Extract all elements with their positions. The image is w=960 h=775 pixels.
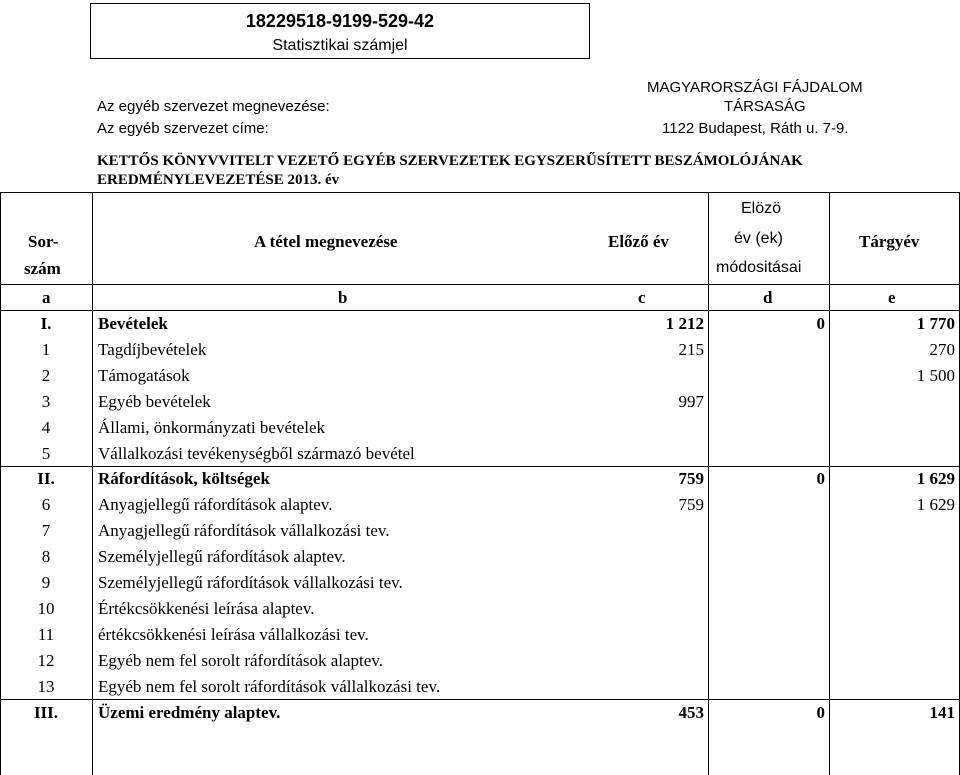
col-letter-e: e xyxy=(888,288,896,307)
col-header-sorszam-2: szám xyxy=(24,259,61,278)
row-name: Bevételek xyxy=(98,314,168,333)
row-name: Állami, önkormányzati bevételek xyxy=(98,417,326,437)
row-modifications: 0 xyxy=(816,702,825,722)
row-prev-year: 759 xyxy=(678,469,704,489)
row-current-year: 270 xyxy=(929,339,955,359)
report-title-line2: EREDMÉNYLEVEZETÉSE 2013. év xyxy=(97,172,340,188)
col-header-mod-2: év (ek) xyxy=(734,230,783,247)
row-current-year: 1 770 xyxy=(916,314,955,333)
row-name: értékcsökkenési leírása vállalkozási tev. xyxy=(98,624,369,644)
stat-label: Statisztikai számjel xyxy=(272,37,408,54)
row-number: 10 xyxy=(37,598,55,618)
row-number: I. xyxy=(40,314,52,333)
row-name: Egyéb bevételek xyxy=(98,391,211,411)
row-number: 6 xyxy=(41,495,51,515)
row-number: II. xyxy=(37,469,55,489)
row-name: Személyjellegű ráfordítások vállalkozási tev. xyxy=(98,573,403,592)
col-header-name: A tétel megnevezése xyxy=(254,232,398,251)
row-prev-year: 759 xyxy=(678,495,704,515)
row-current-year: 1 500 xyxy=(916,365,955,385)
col-header-prev-year: Előző év xyxy=(608,232,669,251)
col-letter-a: a xyxy=(42,288,51,307)
col-letter-b: b xyxy=(338,288,348,307)
col-header-mod-1: Elözö xyxy=(741,200,782,217)
row-number: 8 xyxy=(41,547,51,567)
row-name: Értékcsökkenési leírása alaptev. xyxy=(98,598,315,618)
row-number: 2 xyxy=(41,365,51,385)
row-name: Tagdíjbevételek xyxy=(98,339,207,359)
row-name: Anyagjellegű ráfordítások alaptev. xyxy=(98,495,333,515)
row-number: 5 xyxy=(41,443,51,463)
col-letter-c: c xyxy=(638,288,646,307)
row-current-year: 1 629 xyxy=(916,469,955,489)
row-prev-year: 215 xyxy=(678,339,704,359)
row-number: 7 xyxy=(41,521,51,541)
report-title-line1: KETTŐS KÖNYVVITELT VEZETŐ EGYÉB SZERVEZETEK EGYSZERŰSÍTETT BESZÁMOLÓJÁNAK xyxy=(97,153,803,169)
col-header-sorszam-1: Sor- xyxy=(28,232,59,251)
row-number: III. xyxy=(33,702,59,722)
org-name-line2: TÁRSASÁG xyxy=(724,98,806,115)
row-number: 13 xyxy=(37,676,55,696)
row-name: Támogatások xyxy=(98,365,190,385)
row-number: 12 xyxy=(37,650,55,670)
row-number: 11 xyxy=(37,624,55,644)
row-number: 9 xyxy=(41,573,51,592)
row-number: 1 xyxy=(41,339,51,359)
row-name: Üzemi eredmény alaptev. xyxy=(98,702,281,722)
col-header-current: Tárgyév xyxy=(859,232,920,251)
row-prev-year: 1 212 xyxy=(665,314,704,333)
row-name: Anyagjellegű ráfordítások vállalkozási tev. xyxy=(98,521,390,541)
org-name-label: Az egyéb szervezet megnevezése: xyxy=(97,98,330,115)
col-letter-d: d xyxy=(763,288,773,307)
stat-number: 18229518-9199-529-42 xyxy=(245,11,435,31)
org-name-line1: MAGYARORSZÁGI FÁJDALOM xyxy=(647,79,863,96)
row-current-year: 1 629 xyxy=(916,495,955,515)
col-header-mod-3: módositásai xyxy=(716,259,802,276)
row-number: 3 xyxy=(41,391,51,411)
row-name: Egyéb nem fel sorolt ráfordítások alaptev. xyxy=(98,650,383,670)
row-modifications: 0 xyxy=(816,314,825,333)
row-number: 4 xyxy=(41,417,51,437)
row-current-year: 141 xyxy=(929,702,955,722)
row-name: Vállalkozási tevékenységből származó bevétel xyxy=(98,443,415,463)
row-modifications: 0 xyxy=(816,469,825,489)
row-prev-year: 997 xyxy=(678,391,704,411)
row-name: Személyjellegű ráfordítások alaptev. xyxy=(98,547,346,567)
row-prev-year: 453 xyxy=(678,702,704,722)
org-address: 1122 Budapest, Ráth u. 7-9. xyxy=(662,120,849,137)
row-name: Ráfordítások, költségek xyxy=(98,469,270,489)
org-address-label: Az egyéb szervezet címe: xyxy=(97,120,269,137)
row-name: Egyéb nem fel sorolt ráfordítások vállalkozási tev. xyxy=(98,676,441,696)
